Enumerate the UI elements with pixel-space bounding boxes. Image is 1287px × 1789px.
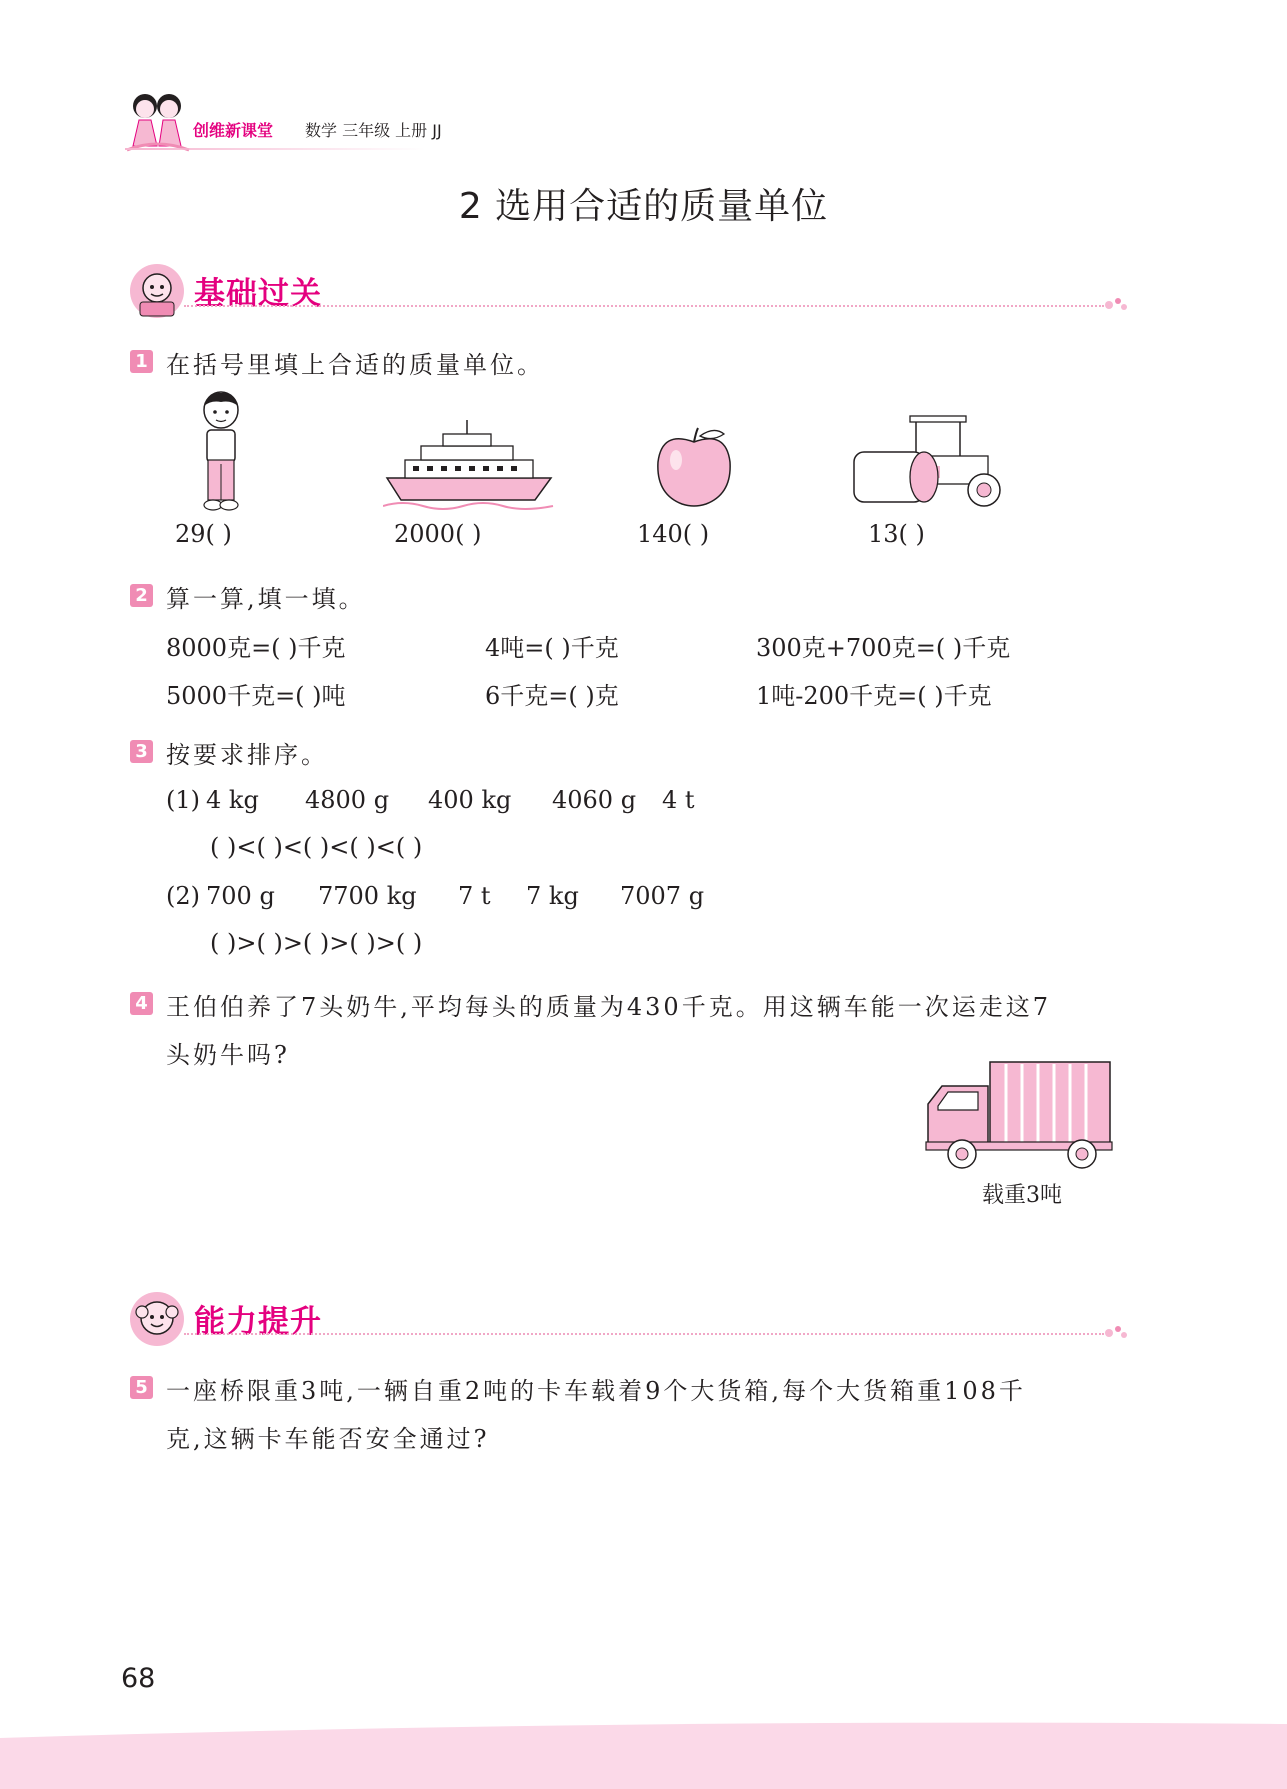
section-dotted-rule <box>184 1333 1104 1335</box>
q1-blank-apple[interactable]: 140( ) <box>637 520 710 548</box>
section-heading-basic <box>128 262 1128 322</box>
decorative-dots-icon <box>1104 296 1128 312</box>
q2-item[interactable]: 1吨-200千克=( )千克 <box>756 682 992 710</box>
section-title-advanced: 能力提升 <box>194 1304 322 1340</box>
section-heading-advanced <box>128 1290 1128 1350</box>
q3-weight-item: 4800 g <box>305 786 390 814</box>
header-divider <box>125 148 425 150</box>
q3-weight-item: 7 kg <box>526 882 579 910</box>
q3-weight-item: 7007 g <box>620 882 705 910</box>
question-4-line-1: 王伯伯养了7头奶牛,平均每头的质量为430千克。用这辆车能一次运走这7 <box>166 993 1051 1021</box>
question-5-line-1: 一座桥限重3吨,一辆自重2吨的卡车载着9个大货箱,每个大货箱重108千 <box>166 1377 1026 1405</box>
q2-item[interactable]: 300克+700克=( )千克 <box>756 634 1011 662</box>
decorative-dots-icon <box>1104 1324 1128 1340</box>
book-brand: 创维新课堂 <box>193 121 274 140</box>
q3-weight-item: 700 g <box>206 882 275 910</box>
boy-icon <box>195 390 247 512</box>
q3-part-label: (1) <box>166 786 200 814</box>
question-number-3: 3 <box>130 740 153 763</box>
truck-icon <box>924 1058 1116 1172</box>
book-header <box>125 88 525 158</box>
q2-item[interactable]: 5000千克=( )吨 <box>166 682 346 710</box>
ship-icon <box>383 420 555 510</box>
section-title-basic: 基础过关 <box>194 276 322 312</box>
q3-ordering-blanks[interactable]: ( )>( )>( )>( )>( ) <box>210 929 423 957</box>
section-mascot-icon <box>128 1290 186 1348</box>
q2-item[interactable]: 8000克=( )千克 <box>166 634 346 662</box>
q3-ordering-blanks[interactable]: ( )<( )<( )<( )<( ) <box>210 833 423 861</box>
q1-blank-boy[interactable]: 29( ) <box>175 520 232 548</box>
question-5-line-2: 克,这辆卡车能否安全通过? <box>166 1425 490 1453</box>
question-1-prompt: 在括号里填上合适的质量单位。 <box>166 351 544 379</box>
question-number-1: 1 <box>130 350 153 373</box>
question-number-4: 4 <box>130 992 153 1015</box>
section-dotted-rule <box>184 305 1104 307</box>
q3-weight-item: 400 kg <box>428 786 512 814</box>
mascot-kids-icon <box>125 90 191 152</box>
truck-capacity-caption: 载重3吨 <box>982 1183 1062 1208</box>
road-roller-icon <box>850 412 1006 510</box>
apple-icon <box>652 424 738 508</box>
q3-weight-item: 4 kg <box>206 786 259 814</box>
lesson-title: 2 选用合适的质量单位 <box>458 186 829 227</box>
q3-weight-item: 7 t <box>458 882 491 910</box>
question-number-2: 2 <box>130 584 153 607</box>
section-mascot-icon <box>128 262 186 320</box>
question-4-line-2: 头奶牛吗? <box>166 1041 290 1069</box>
q3-weight-item: 4060 g <box>552 786 637 814</box>
q1-blank-ship[interactable]: 2000( ) <box>394 520 482 548</box>
question-2-prompt: 算一算,填一填。 <box>166 585 366 613</box>
q3-part-label: (2) <box>166 882 200 910</box>
page-number: 68 <box>121 1663 156 1694</box>
q3-weight-item: 7700 kg <box>318 882 417 910</box>
question-3-prompt: 按要求排序。 <box>166 741 328 769</box>
q2-item[interactable]: 4吨=( )千克 <box>485 634 619 662</box>
question-number-5: 5 <box>130 1376 153 1399</box>
book-info: 数学 三年级 上册 JJ <box>305 121 442 140</box>
footer-band <box>0 1712 1287 1789</box>
q1-blank-roller[interactable]: 13( ) <box>868 520 925 548</box>
q3-weight-item: 4 t <box>662 786 695 814</box>
q2-item[interactable]: 6千克=( )克 <box>485 682 619 710</box>
